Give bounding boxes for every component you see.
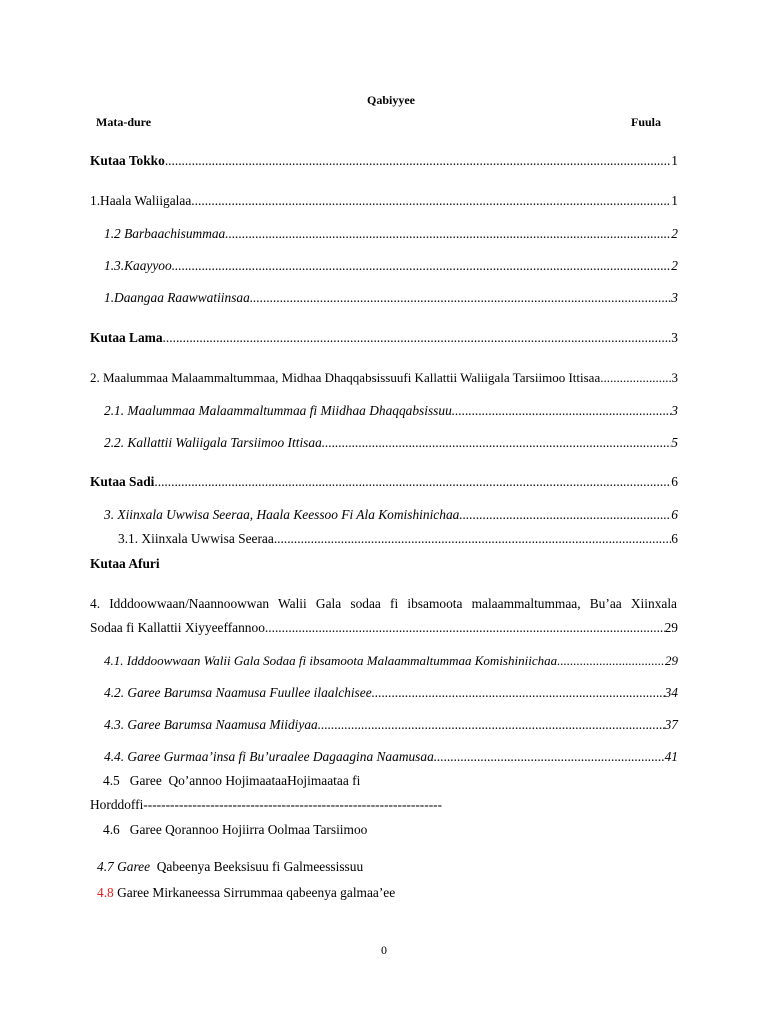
toc-entry (90, 153, 678, 169)
toc-entry (104, 435, 678, 451)
toc-entry (97, 885, 395, 901)
toc-entry (104, 653, 678, 669)
toc-entry (104, 507, 678, 523)
toc-entry-page: 5 (671, 435, 678, 450)
leader-dots (318, 717, 665, 733)
toc-entry-label: 4.4. Garee Gurmaa’insa fi Bu’uraalee Dagaagina Naamusaa (104, 749, 434, 764)
leader-dots (322, 435, 672, 451)
toc-entry (90, 620, 678, 636)
leader-dots (274, 531, 671, 547)
toc-entry-label: 2.1. Maalummaa Malaammaltummaa fi Miidhaa Dhaqqabsissuu (104, 403, 452, 418)
toc-entry-label: Qabeenya Beeksisuu fi Galmeessissuu (156, 859, 364, 874)
toc-entry-number: 4.7 Garee (97, 859, 151, 874)
toc-entry-label: Garee Qo’annoo HojimaataaHojimaataa fi (129, 773, 361, 788)
toc-entry-label: 4.1. Idddoowwaan Walii Gala Sodaa fi ibsamoota Malaammaltummaa Komishiniichaa (104, 653, 558, 668)
column-header-page: Fuula (631, 115, 662, 129)
toc-entry (97, 859, 363, 875)
toc-entry-page: 29 (665, 653, 678, 668)
toc-entry-page: 1 (671, 193, 678, 208)
toc-entry (103, 773, 360, 789)
toc-entry (90, 474, 678, 490)
toc-entry-label: 4. Idddoowwaan/Naannoowwan Walii Gala sodaa fi ibsamoota malaammaltummaa, Bu’aa Xiinxala (90, 596, 677, 611)
toc-entry (104, 258, 678, 274)
leader-dots (372, 685, 665, 701)
leader-dots (225, 226, 671, 242)
toc-entry-page: 3 (671, 330, 678, 345)
toc-entry-label: 1.Haala Waliigalaa (90, 193, 192, 208)
toc-entry-page: 1 (671, 153, 678, 168)
toc-entry-label: Horddoffi------------------------------------------------------------------- (90, 797, 443, 812)
toc-entry-label: Sodaa fi Kallattii Xiyyeeffannoo (90, 620, 265, 635)
page-number: 0 (381, 943, 387, 957)
leader-dots (191, 193, 671, 209)
toc-entry (90, 193, 678, 209)
toc-entry (104, 403, 678, 419)
toc-entry-page: 41 (664, 749, 678, 764)
toc-entry-number: 4.5 (103, 773, 120, 788)
toc-entry (104, 685, 678, 701)
toc-entry-page: 37 (664, 717, 678, 732)
toc-entry (90, 330, 678, 346)
toc-entry (104, 226, 678, 242)
toc-entry-label: 4.2. Garee Barumsa Naamusa Fuullee ilaalchisee (104, 685, 372, 700)
toc-entry-label: Kutaa Sadi (90, 474, 155, 489)
toc-entry-label: 2. Maalummaa Malaammaltummaa, Midhaa Dhaqqabsissuufi Kallattii Waliigala Tarsiimoo Ittisaa (90, 370, 601, 385)
toc-entry (104, 717, 678, 733)
toc-entry-label: Kutaa Lama (90, 330, 163, 345)
toc-entry (90, 370, 678, 386)
leader-dots (265, 620, 665, 636)
toc-entry-label: Garee Mirkaneessa Sirrummaa qabeenya galmaa’ee (117, 885, 396, 900)
toc-entry-label: Kutaa Tokko (90, 153, 165, 168)
toc-entry-label: 3. Xiinxala Uwwisa Seeraa, Haala Keessoo Fi Ala Komishinichaa (104, 507, 460, 522)
toc-entry-page: 6 (671, 507, 678, 522)
leader-dots (557, 653, 665, 669)
toc-title: Qabiyyee (367, 93, 415, 107)
toc-entry-label: 1.3.Kaayyoo (104, 258, 172, 273)
leader-dots (165, 153, 671, 169)
toc-entry-label: 1.Daangaa Raawwatiinsaa (104, 290, 250, 305)
toc-entry-label: 1.2 Barbaachisummaa (104, 226, 226, 241)
leader-dots (452, 403, 672, 419)
leader-dots (250, 290, 671, 306)
toc-entry (118, 531, 678, 547)
toc-entry-number: 4.8 (97, 885, 114, 900)
toc-entry-page: 6 (671, 531, 678, 546)
toc-entry (103, 822, 367, 838)
column-header-title: Mata-dure (96, 115, 152, 129)
toc-entry-number: 4.6 (103, 822, 120, 837)
toc-entry (104, 749, 678, 765)
leader-dots (163, 330, 672, 346)
toc-entry-label: 3.1. Xiinxala Uwwisa Seeraa (118, 531, 274, 546)
leader-dots (459, 507, 671, 523)
toc-entry-page: 2 (671, 258, 678, 273)
toc-entry-page: 3 (671, 290, 678, 305)
toc-entry (104, 290, 678, 306)
toc-entry-label: 2.2. Kallattii Waliigala Tarsiimoo Ittisaa (104, 435, 322, 450)
toc-entry-page: 3 (671, 403, 678, 418)
toc-entry-label: 4.3. Garee Barumsa Naamusa Miidiyaa (104, 717, 318, 732)
leader-dots (434, 749, 665, 765)
toc-entry-page: 3 (671, 370, 678, 385)
toc-entry-page: 34 (664, 685, 678, 700)
toc-entry-page: 6 (671, 474, 678, 489)
toc-entry-page: 29 (664, 620, 678, 635)
toc-section-heading: Kutaa Afuri (90, 556, 160, 571)
toc-entry-page: 2 (671, 226, 678, 241)
leader-dots (600, 370, 671, 386)
leader-dots (172, 258, 672, 274)
toc-entry-label: Garee Qorannoo Hojiirra Oolmaa Tarsiimoo (129, 822, 368, 837)
leader-dots (154, 474, 671, 490)
